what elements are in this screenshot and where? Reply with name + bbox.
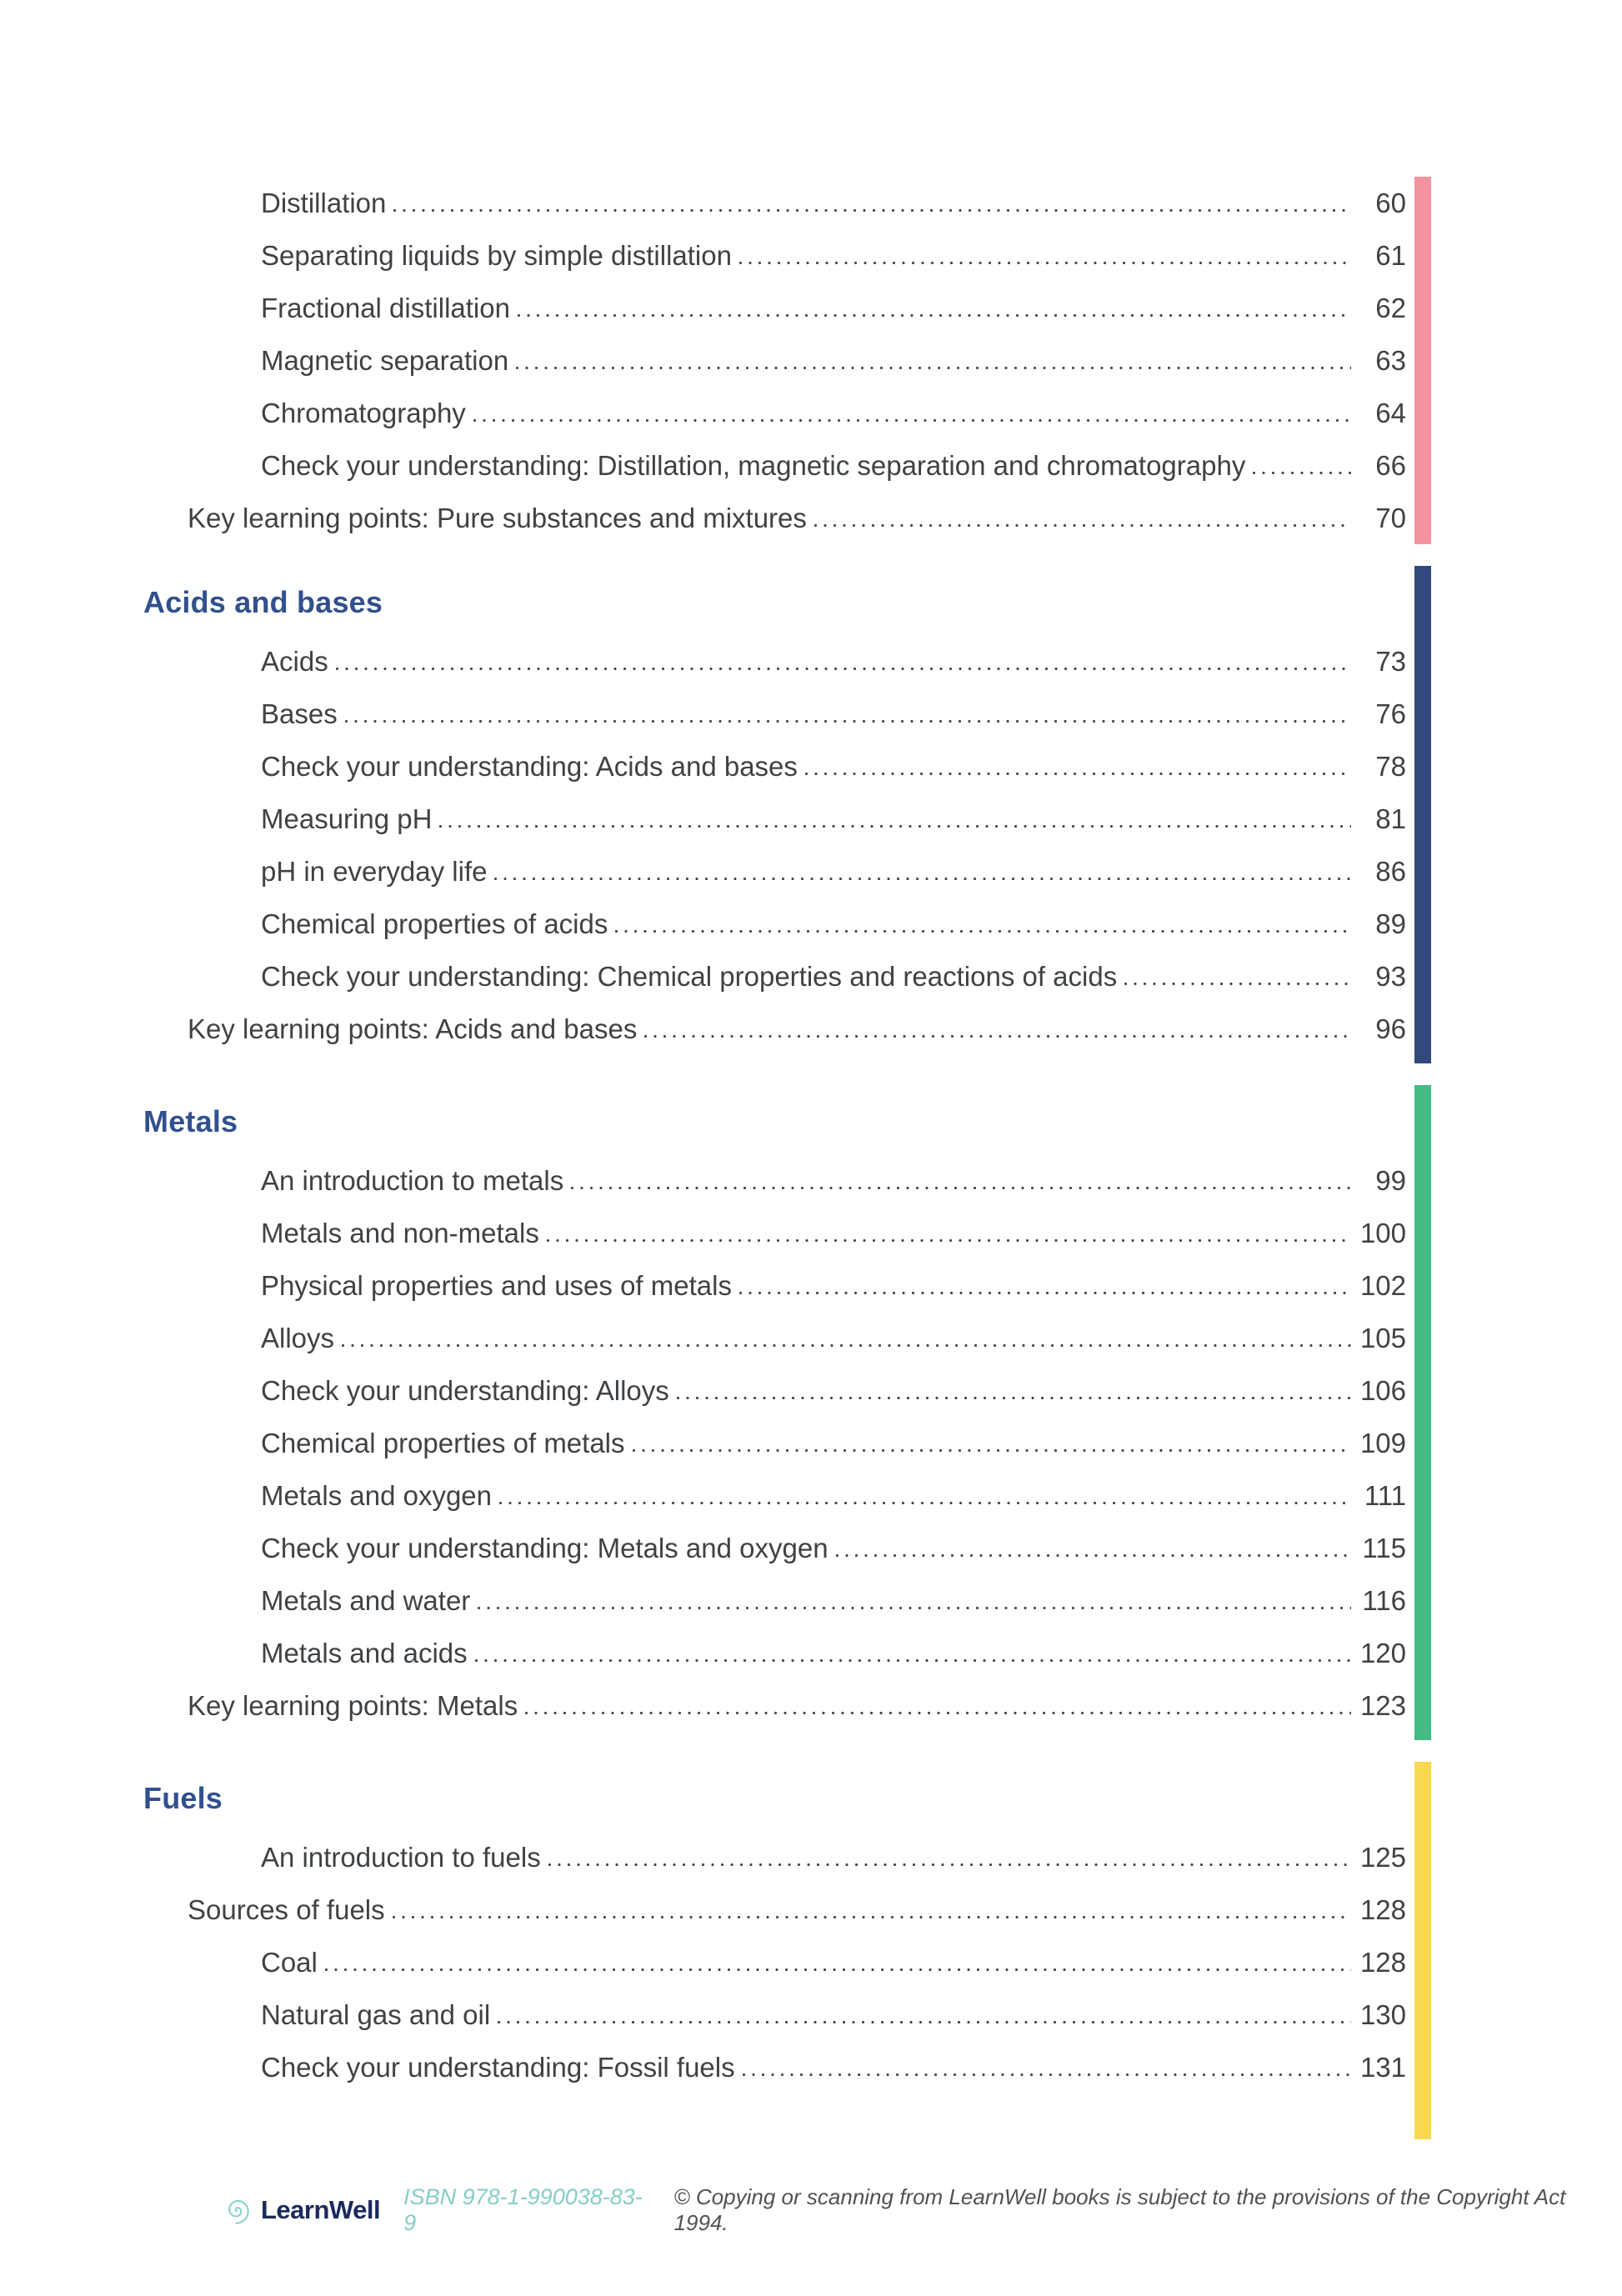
toc-entry-page: 123 xyxy=(1359,1690,1406,1721)
copyright-text: © Copying or scanning from LearnWell books is subject to the provisions of the Copyright Act 1994. xyxy=(673,2184,1566,2235)
toc-entry-label: Natural gas and oil xyxy=(261,1999,491,2030)
dot-leader xyxy=(570,1186,1351,1190)
toc-entry xyxy=(261,950,1406,1003)
toc-entry-page: 89 xyxy=(1375,908,1406,939)
toc-entry-page: 115 xyxy=(1362,1533,1406,1563)
toc-entry xyxy=(261,229,1406,282)
toc-entry xyxy=(261,740,1406,793)
toc-entry-page: 66 xyxy=(1375,450,1406,481)
toc-entry xyxy=(261,1627,1406,1679)
dot-leader xyxy=(474,1658,1351,1663)
page-footer xyxy=(221,2184,1622,2235)
toc-entry xyxy=(261,177,1406,229)
toc-entry xyxy=(261,1364,1406,1417)
toc-entry-page: 86 xyxy=(1375,856,1406,887)
toc-entry-page: 81 xyxy=(1375,803,1406,834)
toc-entry-label: Check your understanding: Chemical properties and reactions of acids xyxy=(261,961,1118,992)
toc-entry xyxy=(261,688,1406,740)
dot-leader xyxy=(497,2020,1351,2024)
learnwell-logo-icon xyxy=(221,2194,253,2226)
toc-entry-page: 60 xyxy=(1375,188,1406,218)
toc-entry-label: Metals and water xyxy=(261,1585,471,1616)
toc-entry xyxy=(188,1003,1406,1055)
toc-entry-label: Key learning points: Acids and bases xyxy=(188,1013,638,1044)
dot-leader xyxy=(738,261,1351,265)
toc-entry-label: Chromatography xyxy=(261,398,466,428)
toc-entry-label: Chemical properties of acids xyxy=(261,908,608,939)
toc-entry-page: 109 xyxy=(1359,1428,1406,1458)
toc-entry xyxy=(261,1831,1406,1883)
toc-entry xyxy=(261,1259,1406,1312)
toc-entry xyxy=(261,1522,1406,1574)
dot-leader xyxy=(676,1396,1351,1400)
brand-wordmark: LearnWell xyxy=(261,2195,381,2224)
dot-leader xyxy=(546,1238,1351,1243)
dot-leader xyxy=(517,313,1351,318)
toc-entry xyxy=(261,1936,1406,1988)
toc-entry-page: 128 xyxy=(1359,1947,1406,1978)
toc-entry-label: Measuring pH xyxy=(261,803,433,834)
dot-leader xyxy=(804,772,1351,776)
toc-entry-label: Check your understanding: Metals and oxygen xyxy=(261,1533,829,1563)
toc-entry-page: 106 xyxy=(1359,1375,1406,1406)
toc-entry-label: Alloys xyxy=(261,1323,335,1353)
toc-entry-label: Fractional distillation xyxy=(261,293,510,323)
toc-entry-label: Check your understanding: Fossil fuels xyxy=(261,2052,735,2083)
dot-leader xyxy=(835,1553,1351,1558)
toc-entry-page: 63 xyxy=(1375,345,1406,376)
toc-entry xyxy=(261,1988,1406,2041)
section-accent-bar xyxy=(1414,177,1431,544)
toc-entry xyxy=(188,1883,1406,1936)
toc-entry-page: 62 xyxy=(1375,293,1406,323)
toc-section-continued xyxy=(0,177,1622,544)
toc-entry-label: Check your understanding: Distillation, magnetic separation and chromatography xyxy=(261,450,1246,481)
toc-entry-label: Separating liquids by simple distillation xyxy=(261,240,732,271)
toc-entry xyxy=(261,334,1406,387)
section-title: Metals xyxy=(143,1104,238,1138)
toc-entry xyxy=(261,635,1406,688)
toc-entry xyxy=(261,898,1406,950)
section-accent-bar xyxy=(1414,566,1431,1063)
dot-leader xyxy=(498,1501,1351,1505)
toc-sections xyxy=(0,177,1622,2139)
dot-leader xyxy=(477,1606,1351,1610)
section-accent-bar xyxy=(1414,1085,1431,1740)
toc-entry xyxy=(261,1207,1406,1259)
toc-entry-page: 111 xyxy=(1364,1480,1406,1511)
toc-entry-page: 125 xyxy=(1359,1842,1406,1873)
toc-entry-label: Magnetic separation xyxy=(261,345,509,376)
toc-entry-label: Check your understanding: Acids and bases xyxy=(261,751,798,782)
toc-entry xyxy=(261,845,1406,898)
dot-leader xyxy=(643,1034,1351,1038)
dot-leader xyxy=(1124,982,1351,986)
toc-entry-label: Sources of fuels xyxy=(188,1894,385,1925)
toc-entry-label: Metals and acids xyxy=(261,1638,468,1668)
toc-entry xyxy=(261,1312,1406,1364)
toc-entry xyxy=(188,492,1406,544)
section-title: Fuels xyxy=(143,1781,223,1815)
toc-entry xyxy=(261,2041,1406,2093)
toc-entry xyxy=(261,1154,1406,1207)
toc-entry-label: An introduction to metals xyxy=(261,1165,564,1196)
dot-leader xyxy=(614,929,1351,933)
toc-entry-label: Key learning points: Metals xyxy=(188,1690,518,1721)
toc-entry-page: 78 xyxy=(1375,751,1406,782)
toc-section-fuels xyxy=(0,1762,1622,2139)
toc-entry-page: 102 xyxy=(1359,1270,1406,1301)
dot-leader xyxy=(632,1448,1351,1453)
toc-entry-page: 96 xyxy=(1375,1013,1406,1044)
dot-leader xyxy=(341,1343,1351,1348)
toc-entry-label: Coal xyxy=(261,1947,318,1978)
toc-entry-page: 64 xyxy=(1375,398,1406,428)
isbn-text: ISBN 978-1-990038-83-9 xyxy=(403,2184,643,2235)
dot-leader xyxy=(1252,471,1351,475)
toc-entry-label: pH in everyday life xyxy=(261,856,488,887)
dot-leader xyxy=(493,877,1351,881)
dot-leader xyxy=(393,208,1351,213)
toc-entry-page: 70 xyxy=(1375,503,1406,533)
toc-entry xyxy=(261,1417,1406,1469)
toc-entry-page: 105 xyxy=(1359,1323,1406,1353)
dot-leader xyxy=(548,1863,1351,1867)
dot-leader xyxy=(738,1291,1351,1295)
toc-entry-label: An introduction to fuels xyxy=(261,1842,541,1873)
toc-entry xyxy=(261,282,1406,334)
toc-entry-label: Metals and oxygen xyxy=(261,1480,493,1511)
toc-entry-page: 100 xyxy=(1359,1218,1406,1248)
toc-entry-label: Distillation xyxy=(261,188,387,218)
dot-leader xyxy=(814,523,1351,528)
dot-leader xyxy=(438,824,1351,828)
dot-leader xyxy=(324,1968,1351,1972)
toc-entry-page: 73 xyxy=(1375,646,1406,677)
toc-section-acids-and-bases xyxy=(0,566,1622,1063)
section-title: Acids and bases xyxy=(143,585,383,619)
toc-entry xyxy=(261,793,1406,845)
toc-entry-label: Check your understanding: Alloys xyxy=(261,1375,669,1406)
dot-leader xyxy=(524,1711,1351,1715)
toc-entry-label: Chemical properties of metals xyxy=(261,1428,625,1458)
dot-leader xyxy=(392,1915,1351,1919)
toc-entry xyxy=(261,387,1406,439)
toc-entry xyxy=(261,1469,1406,1522)
toc-entry-label: Key learning points: Pure substances and mixtures xyxy=(188,503,807,533)
toc-entry-label: Metals and non-metals xyxy=(261,1218,539,1248)
toc-entry xyxy=(261,1574,1406,1627)
toc-section-metals xyxy=(0,1085,1622,1740)
toc-entry-label: Acids xyxy=(261,646,328,677)
dot-leader xyxy=(515,366,1351,370)
toc-entry-page: 131 xyxy=(1359,2052,1406,2083)
toc-entry-page: 76 xyxy=(1375,698,1406,729)
toc-entry-label: Bases xyxy=(261,698,338,729)
toc-entry-page: 116 xyxy=(1362,1585,1406,1616)
toc-entry xyxy=(188,1679,1406,1732)
dot-leader xyxy=(742,2073,1351,2077)
toc-entry-page: 128 xyxy=(1359,1894,1406,1925)
section-accent-bar xyxy=(1414,1762,1431,2139)
toc-entry-page: 120 xyxy=(1359,1638,1406,1668)
dot-leader xyxy=(473,418,1351,423)
toc-entry-page: 130 xyxy=(1359,1999,1406,2030)
toc-entry-page: 99 xyxy=(1375,1165,1406,1196)
dot-leader xyxy=(344,719,1351,723)
toc-entry-page: 61 xyxy=(1375,240,1406,271)
dot-leader xyxy=(335,667,1351,671)
toc-entry-label: Physical properties and uses of metals xyxy=(261,1270,732,1301)
toc-entry-page: 93 xyxy=(1375,961,1406,992)
toc-entry xyxy=(261,439,1406,492)
